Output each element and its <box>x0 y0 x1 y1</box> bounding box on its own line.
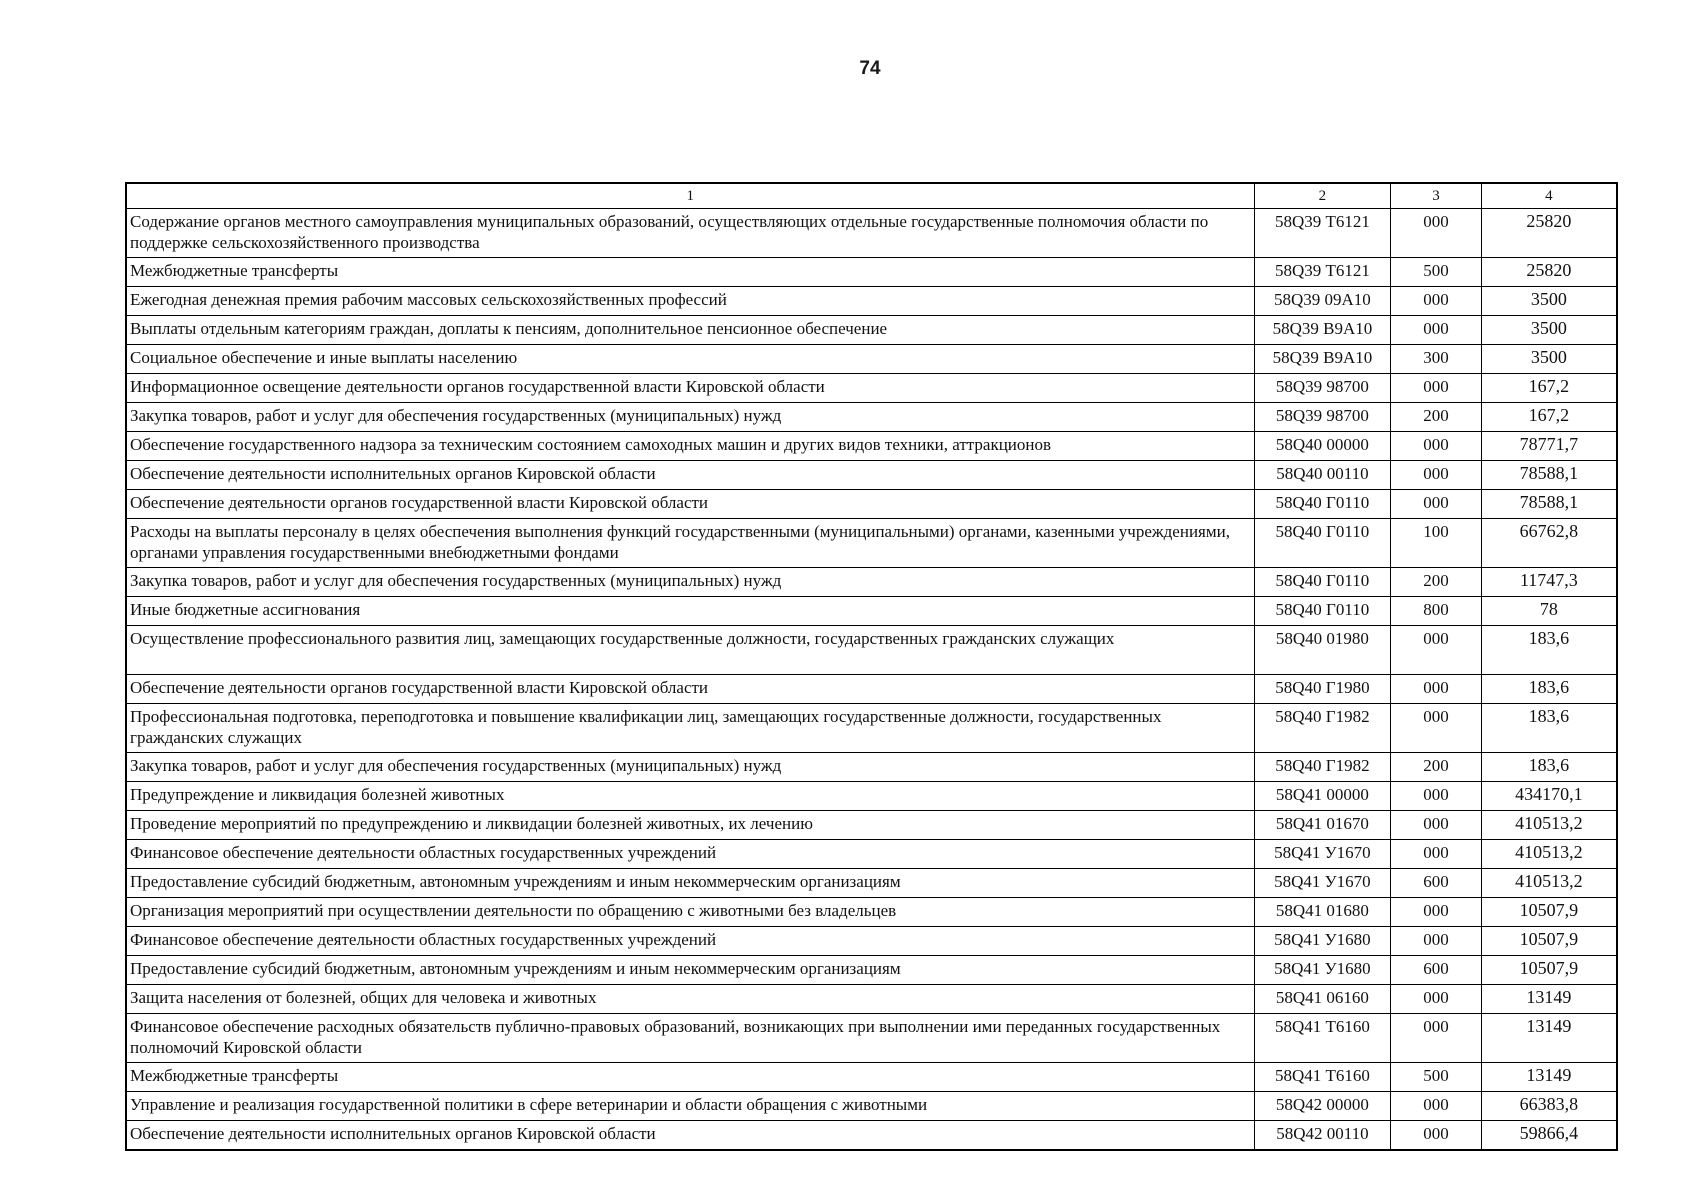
row-name: Расходы на выплаты персоналу в целях обеспечения выполнения функций государственными (муниципальными) органами, казенными учреждениями, органами управления государственными внебюджетными фондами <box>126 519 1254 568</box>
row-type: 000 <box>1391 840 1481 869</box>
row-type: 000 <box>1391 782 1481 811</box>
row-code: 58Q39 98700 <box>1254 403 1391 432</box>
row-name: Межбюджетные трансферты <box>126 258 1254 287</box>
row-name: Защита населения от болезней, общих для человека и животных <box>126 985 1254 1014</box>
row-name: Иные бюджетные ассигнования <box>126 597 1254 626</box>
row-code: 58Q41 У1680 <box>1254 927 1391 956</box>
budget-table <box>125 182 1618 1151</box>
row-sum: 434170,1 <box>1481 782 1617 811</box>
row-name: Закупка товаров, работ и услуг для обеспечения государственных (муниципальных) нужд <box>126 568 1254 597</box>
row-sum: 410513,2 <box>1481 840 1617 869</box>
table-row <box>126 287 1617 316</box>
row-code: 58Q40 Г1980 <box>1254 675 1391 704</box>
row-type: 000 <box>1391 316 1481 345</box>
row-name: Предупреждение и ликвидация болезней животных <box>126 782 1254 811</box>
row-type: 100 <box>1391 519 1481 568</box>
row-sum: 167,2 <box>1481 374 1617 403</box>
row-name: Осуществление профессионального развития лиц, замещающих государственные должности, государственных гражданских служащих <box>126 626 1254 675</box>
row-code: 58Q41 У1670 <box>1254 869 1391 898</box>
row-code: 58Q40 Г1982 <box>1254 704 1391 753</box>
row-sum: 167,2 <box>1481 403 1617 432</box>
row-code: 58Q41 00000 <box>1254 782 1391 811</box>
table-row <box>126 403 1617 432</box>
row-name: Финансовое обеспечение деятельности областных государственных учреждений <box>126 840 1254 869</box>
row-code: 58Q40 Г0110 <box>1254 568 1391 597</box>
row-type: 000 <box>1391 432 1481 461</box>
row-code: 58Q41 06160 <box>1254 985 1391 1014</box>
row-type: 500 <box>1391 1063 1481 1092</box>
row-sum: 3500 <box>1481 345 1617 374</box>
row-name: Содержание органов местного самоуправления муниципальных образований, осуществляющих отдельные государственные полномочия области по поддержке сельскохозяйственного производства <box>126 209 1254 258</box>
row-name: Финансовое обеспечение расходных обязательств публично-правовых образований, возникающих при выполнении ими переданных государственных полномочий Кировской области <box>126 1014 1254 1063</box>
row-name: Выплаты отдельным категориям граждан, доплаты к пенсиям, дополнительное пенсионное обеспечение <box>126 316 1254 345</box>
row-name: Предоставление субсидий бюджетным, автономным учреждениям и иным некоммерческим организациям <box>126 869 1254 898</box>
row-sum: 183,6 <box>1481 675 1617 704</box>
table-row <box>126 985 1617 1014</box>
table-row <box>126 519 1617 568</box>
row-code: 58Q40 01980 <box>1254 626 1391 675</box>
row-sum: 10507,9 <box>1481 956 1617 985</box>
table-row <box>126 1092 1617 1121</box>
table-row <box>126 927 1617 956</box>
table-row <box>126 811 1617 840</box>
table-row <box>126 345 1617 374</box>
row-code: 58Q40 Г0110 <box>1254 597 1391 626</box>
row-name: Профессиональная подготовка, переподготовка и повышение квалификации лиц, замещающих государственные должности, государственных гражданских служащих <box>126 704 1254 753</box>
row-code: 58Q40 Г1982 <box>1254 753 1391 782</box>
row-name: Социальное обеспечение и иные выплаты населению <box>126 345 1254 374</box>
row-code: 58Q40 00000 <box>1254 432 1391 461</box>
row-sum: 410513,2 <box>1481 811 1617 840</box>
row-type: 800 <box>1391 597 1481 626</box>
table-row <box>126 316 1617 345</box>
row-name: Обеспечение деятельности органов государственной власти Кировской области <box>126 490 1254 519</box>
row-sum: 183,6 <box>1481 626 1617 675</box>
row-code: 58Q40 Г0110 <box>1254 519 1391 568</box>
row-type: 000 <box>1391 1014 1481 1063</box>
table-row <box>126 597 1617 626</box>
row-name: Обеспечение деятельности органов государственной власти Кировской области <box>126 675 1254 704</box>
row-sum: 10507,9 <box>1481 927 1617 956</box>
table-row <box>126 840 1617 869</box>
row-type: 000 <box>1391 374 1481 403</box>
row-type: 000 <box>1391 927 1481 956</box>
row-name: Закупка товаров, работ и услуг для обеспечения государственных (муниципальных) нужд <box>126 403 1254 432</box>
table-row <box>126 374 1617 403</box>
row-name: Управление и реализация государственной политики в сфере ветеринарии и области обращения с животными <box>126 1092 1254 1121</box>
row-sum: 78588,1 <box>1481 461 1617 490</box>
row-type: 200 <box>1391 753 1481 782</box>
row-name: Ежегодная денежная премия рабочим массовых сельскохозяйственных профессий <box>126 287 1254 316</box>
row-sum: 183,6 <box>1481 753 1617 782</box>
table-row <box>126 258 1617 287</box>
table-row <box>126 209 1617 258</box>
row-sum: 59866,4 <box>1481 1121 1617 1151</box>
row-type: 000 <box>1391 461 1481 490</box>
row-code: 58Q39 Т6121 <box>1254 258 1391 287</box>
row-sum: 13149 <box>1481 1063 1617 1092</box>
row-name: Обеспечение государственного надзора за техническим состоянием самоходных машин и других видов техники, аттракционов <box>126 432 1254 461</box>
row-type: 300 <box>1391 345 1481 374</box>
header-col-1: 1 <box>126 183 1254 209</box>
table-row <box>126 1063 1617 1092</box>
table-row <box>126 1121 1617 1151</box>
row-name: Информационное освещение деятельности органов государственной власти Кировской области <box>126 374 1254 403</box>
row-type: 000 <box>1391 287 1481 316</box>
row-name: Проведение мероприятий по предупреждению и ликвидации болезней животных, их лечению <box>126 811 1254 840</box>
row-name: Организация мероприятий при осуществлении деятельности по обращению с животными без владельцев <box>126 898 1254 927</box>
row-code: 58Q41 У1670 <box>1254 840 1391 869</box>
row-sum: 25820 <box>1481 258 1617 287</box>
row-type: 200 <box>1391 568 1481 597</box>
table-row <box>126 432 1617 461</box>
row-code: 58Q42 00000 <box>1254 1092 1391 1121</box>
row-type: 000 <box>1391 1121 1481 1151</box>
table-row <box>126 753 1617 782</box>
row-code: 58Q41 01670 <box>1254 811 1391 840</box>
row-code: 58Q41 01680 <box>1254 898 1391 927</box>
table-row <box>126 704 1617 753</box>
table-row <box>126 782 1617 811</box>
row-code: 58Q39 09А10 <box>1254 287 1391 316</box>
table-body <box>126 209 1617 1151</box>
table-row <box>126 869 1617 898</box>
row-code: 58Q41 Т6160 <box>1254 1014 1391 1063</box>
table-row <box>126 898 1617 927</box>
table-row <box>126 956 1617 985</box>
row-sum: 78588,1 <box>1481 490 1617 519</box>
row-type: 600 <box>1391 956 1481 985</box>
table-row <box>126 568 1617 597</box>
table-row <box>126 1014 1617 1063</box>
row-sum: 410513,2 <box>1481 869 1617 898</box>
row-sum: 11747,3 <box>1481 568 1617 597</box>
row-code: 58Q40 Г0110 <box>1254 490 1391 519</box>
row-sum: 10507,9 <box>1481 898 1617 927</box>
row-sum: 3500 <box>1481 316 1617 345</box>
row-name: Обеспечение деятельности исполнительных органов Кировской области <box>126 1121 1254 1151</box>
row-type: 000 <box>1391 985 1481 1014</box>
row-sum: 13149 <box>1481 985 1617 1014</box>
row-type: 000 <box>1391 898 1481 927</box>
row-type: 000 <box>1391 626 1481 675</box>
row-sum: 78771,7 <box>1481 432 1617 461</box>
row-name: Обеспечение деятельности исполнительных органов Кировской области <box>126 461 1254 490</box>
row-sum: 3500 <box>1481 287 1617 316</box>
row-code: 58Q39 В9А10 <box>1254 345 1391 374</box>
row-code: 58Q39 98700 <box>1254 374 1391 403</box>
page-number: 74 <box>859 58 881 79</box>
row-type: 000 <box>1391 704 1481 753</box>
row-type: 600 <box>1391 869 1481 898</box>
table-row <box>126 626 1617 675</box>
row-type: 000 <box>1391 811 1481 840</box>
row-sum: 66383,8 <box>1481 1092 1617 1121</box>
row-type: 000 <box>1391 490 1481 519</box>
row-sum: 66762,8 <box>1481 519 1617 568</box>
row-name: Закупка товаров, работ и услуг для обеспечения государственных (муниципальных) нужд <box>126 753 1254 782</box>
row-type: 200 <box>1391 403 1481 432</box>
table-row <box>126 490 1617 519</box>
header-col-3: 3 <box>1391 183 1481 209</box>
row-name: Межбюджетные трансферты <box>126 1063 1254 1092</box>
row-name: Предоставление субсидий бюджетным, автономным учреждениям и иным некоммерческим организациям <box>126 956 1254 985</box>
header-col-4: 4 <box>1481 183 1617 209</box>
row-code: 58Q40 00110 <box>1254 461 1391 490</box>
row-type: 000 <box>1391 675 1481 704</box>
header-row <box>126 183 1617 209</box>
row-sum: 183,6 <box>1481 704 1617 753</box>
row-code: 58Q39 Т6121 <box>1254 209 1391 258</box>
row-sum: 78 <box>1481 597 1617 626</box>
table-row <box>126 675 1617 704</box>
row-code: 58Q42 00110 <box>1254 1121 1391 1151</box>
row-name: Финансовое обеспечение деятельности областных государственных учреждений <box>126 927 1254 956</box>
row-code: 58Q41 У1680 <box>1254 956 1391 985</box>
row-code: 58Q41 Т6160 <box>1254 1063 1391 1092</box>
row-type: 000 <box>1391 209 1481 258</box>
header-col-2: 2 <box>1254 183 1391 209</box>
row-type: 500 <box>1391 258 1481 287</box>
row-sum: 13149 <box>1481 1014 1617 1063</box>
table-header <box>126 183 1617 209</box>
row-sum: 25820 <box>1481 209 1617 258</box>
row-code: 58Q39 В9А10 <box>1254 316 1391 345</box>
row-type: 000 <box>1391 1092 1481 1121</box>
table-row <box>126 461 1617 490</box>
